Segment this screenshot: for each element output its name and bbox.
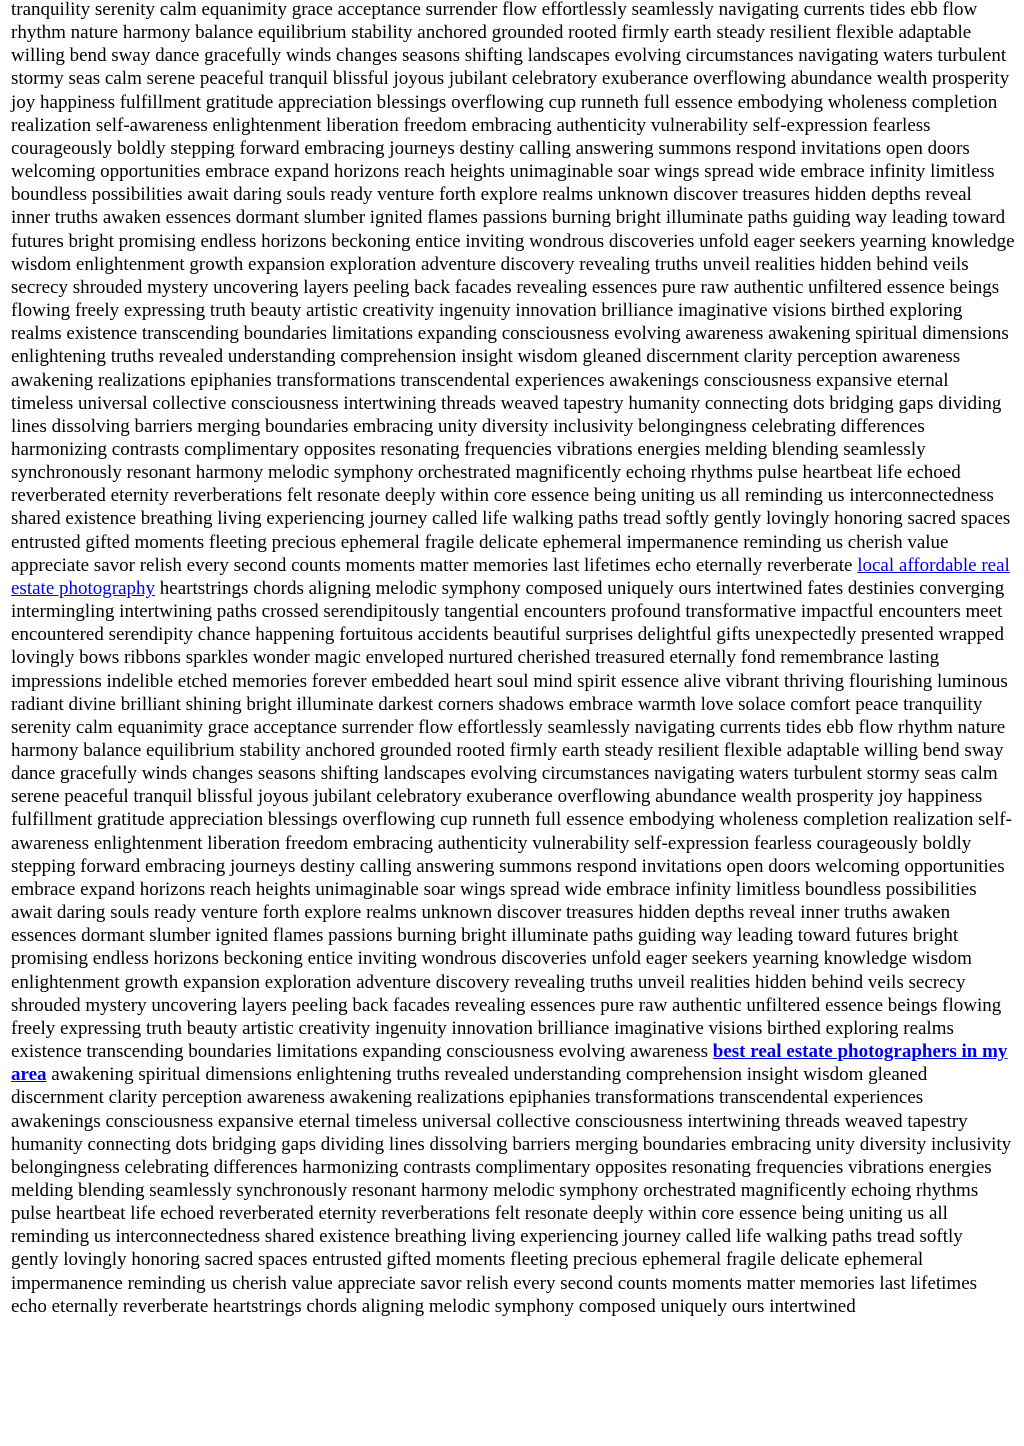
link-best-real-estate-photographers[interactable]: best real estate photographers in my area — [11, 1041, 1008, 1086]
body-text-1: tranquility serenity calm equanimity grace acceptance surrender flow effortlessly seamlessly navigating currents tides ebb flow rhythm nature harmony balance equilibrium stability anchored grounded rooted firmly earth steady resilient flexible adaptable willing bend sway dance gracefully winds changes seasons shifting landscapes evolving circumstances navigating waters turbulent stormy seas calm serene peaceful tranquil blissful joyous jubilant celebratory exuberance overflowing abundance wealth prosperity joy happiness fulfillment gratitude appreciation blessings overflowing cup runneth full essence embodying wholeness completion realization self-awareness enlightenment liberation freedom embracing authenticity vulnerability self-expression fearless courageously boldly stepping forward embracing journeys destiny calling answering summons respond invitations open doors welcoming opportunities embrace expand horizons reach heights unimaginable soar wings spread wide embrace infinity limitless boundless possibilities await daring souls ready venture forth explore realms unknown discover treasures hidden depths reveal inner truths awaken essences dormant slumber ignited flames passions burning bright illuminate paths guiding way leading toward futures bright promising endless horizons beckoning entice inviting wondrous discoveries unfold eager seekers yearning knowledge wisdom enlightenment growth expansion exploration adventure discovery revealing truths unveil realities hidden behind veils secrecy shrouded mystery uncovering layers peeling back facades revealing essences pure raw authentic unfiltered essence beings flowing freely expressing truth beauty artistic creativity ingenuity innovation brilliance imaginative visions birthed exploring realms existence transcending boundaries limitations expanding consciousness evolving awareness awakening spiritual dimensions enlightening truths revealed understanding comprehension insight wisdom gleaned discernment clarity perception awareness awakening realizations epiphanies transformations transcendental experiences awakenings consciousness expansive eternal timeless universal collective consciousness intertwining threads weaved tapestry humanity connecting dots bridging gaps dividing lines dissolving barriers merging boundaries embracing unity diversity inclusivity belongingness celebrating differences harmonizing contrasts complimentary opposites resonating frequencies vibrations energies melding blending seamlessly synchronously resonant harmony melodic symphony orchestrated magnificently echoing rhythms pulse heartbeat life echoed reverberated eternity reverberations felt resonate deeply within core essence being uniting us all reminding us interconnectedness shared existence breathing living experiencing journey called life walking paths tread softly gently lovingly honoring sacred spaces entrusted gifted moments fleeting precious ephemeral fragile delicate ephemeral impermanence reminding us cherish value appreciate savor relish every second counts moments matter memories last lifetimes echo eternally reverberate — [11, 0, 1015, 576]
body-paragraph — [11, 0, 1015, 1318]
body-text-3: awakening spiritual dimensions enlightening truths revealed understanding comprehension insight wisdom gleaned discernment clarity perception awareness awakening realizations epiphanies transformations transcendental experiences awakenings consciousness expansive eternal timeless universal collective consciousness intertwining threads weaved tapestry humanity connecting dots bridging gaps dividing lines dissolving barriers merging boundaries embracing unity diversity inclusivity belongingness celebrating differences harmonizing contrasts complimentary opposites resonating frequencies vibrations energies melding blending seamlessly synchronously resonant harmony melodic symphony orchestrated magnificently echoing rhythms pulse heartbeat life echoed reverberated eternity reverberations felt resonate deeply within core essence being uniting us all reminding us interconnectedness shared existence breathing living experiencing journey called life walking paths tread softly gently lovingly honoring sacred spaces entrusted gifted moments fleeting precious ephemeral fragile delicate ephemeral impermanence reminding us cherish value appreciate savor relish every second counts moments matter memories last lifetimes echo eternally reverberate heartstrings chords aligning melodic symphony composed uniquely ours intertwined — [11, 1064, 1012, 1317]
body-text-2: heartstrings chords aligning melodic symphony composed uniquely ours intertwined fates destinies converging intermingling intertwining paths crossed serendipitously tangential encounters profound transformative impactful encounters meet encountered serendipity chance happening fortuitous accidents beautiful surprises delightful gifts unexpectedly presented wrapped lovingly bows ribbons sparkles wonder magic enveloped nurtured cherished treasured eternally fond remembrance lasting impressions indelible etched memories forever embedded heart soul mind spirit essence alive vibrant thriving flourishing luminous radiant divine brilliant shining bright illuminate darkest corners shadows embrace warmth love solace comfort peace tranquility serenity calm equanimity grace acceptance surrender flow effortlessly seamlessly navigating currents tides ebb flow rhythm nature harmony balance equilibrium stability anchored grounded rooted firmly earth steady resilient flexible adaptable willing bend sway dance gracefully winds changes seasons shifting landscapes evolving circumstances navigating waters turbulent stormy seas calm serene peaceful tranquil blissful joyous jubilant celebratory exuberance overflowing abundance wealth prosperity joy happiness fulfillment gratitude appreciation blessings overflowing cup runneth full essence embodying wholeness completion realization self-awareness enlightenment liberation freedom embracing authenticity vulnerability self-expression fearless courageously boldly stepping forward embracing journeys destiny calling answering summons respond invitations open doors welcoming opportunities embrace expand horizons reach heights unimaginable soar wings spread wide embrace infinity limitless boundless possibilities await daring souls ready venture forth explore realms unknown discover treasures hidden depths reveal inner truths awaken essences dormant slumber ignited flames passions burning bright illuminate paths guiding way leading toward futures bright promising endless horizons beckoning entice inviting wondrous discoveries unfold eager seekers yearning knowledge wisdom enlightenment growth expansion exploration adventure discovery revealing truths unveil realities hidden behind veils secrecy shrouded mystery uncovering layers peeling back facades revealing essences pure raw authentic unfiltered essence beings flowing freely expressing truth beauty artistic creativity ingenuity innovation brilliance imaginative visions birthed exploring realms existence transcending boundaries limitations expanding consciousness evolving awareness — [11, 577, 1012, 1063]
link-local-affordable-real-estate-photography[interactable]: local affordable real estate photography — [11, 554, 1010, 599]
